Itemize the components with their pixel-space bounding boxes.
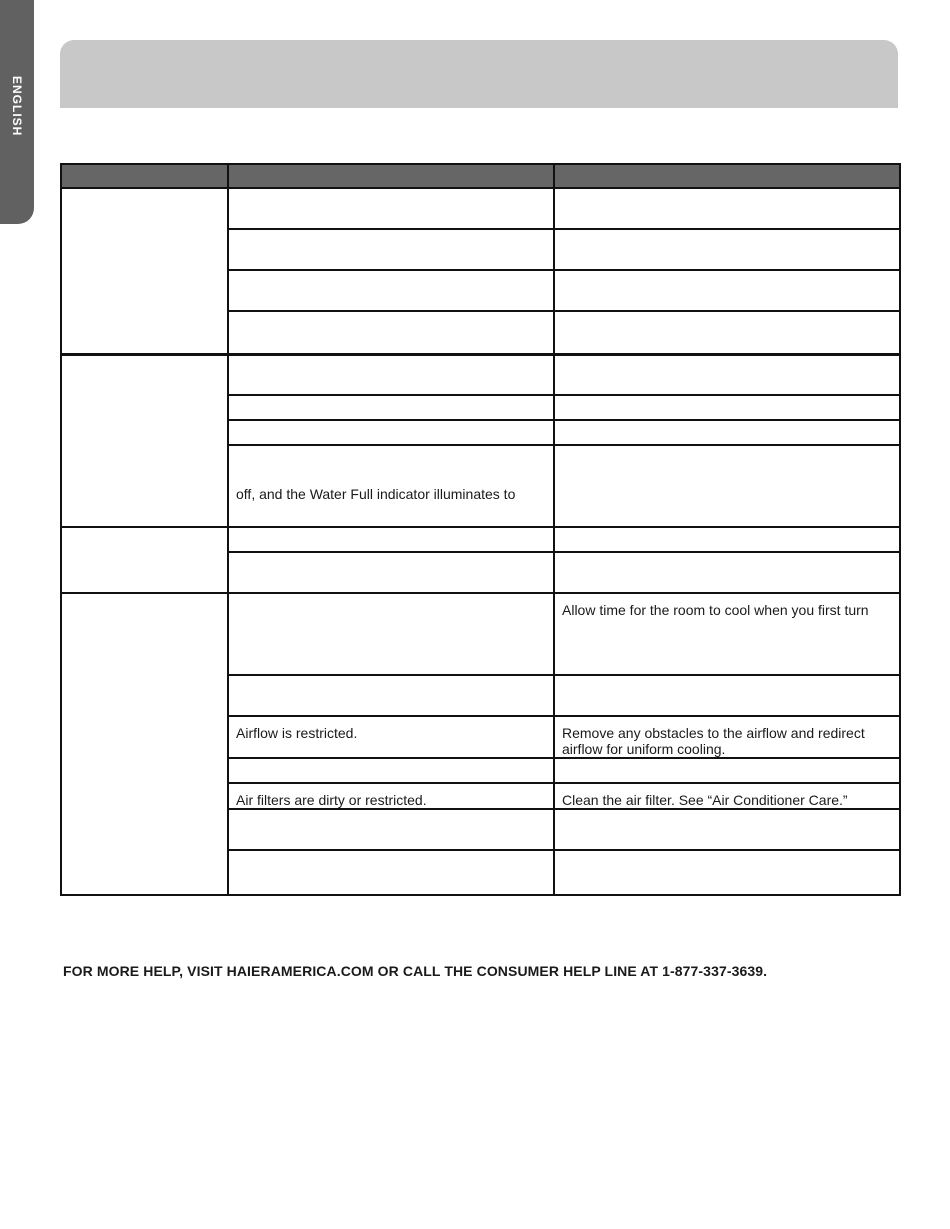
header-problem <box>61 164 228 188</box>
solution-cell <box>554 552 900 593</box>
language-tab-label: ENGLISH <box>10 76 24 137</box>
problem-cell <box>61 354 228 527</box>
cause-cell: Air filters are dirty or restricted. <box>228 783 554 809</box>
solution-cell <box>554 311 900 354</box>
problem-cell <box>61 188 228 354</box>
solution-cell: Remove any obstacles to the airflow and redirect airflow for uniform cooling. <box>554 716 900 758</box>
solution-cell <box>554 809 900 850</box>
cause-cell <box>228 593 554 675</box>
problem-cell <box>61 593 228 895</box>
table-row <box>61 593 900 675</box>
cause-cell <box>228 395 554 420</box>
header-cause <box>228 164 554 188</box>
table-row <box>61 188 900 229</box>
cause-cell <box>228 229 554 270</box>
solution-cell <box>554 395 900 420</box>
cause-cell <box>228 311 554 354</box>
cause-cell <box>228 758 554 783</box>
cause-cell <box>228 420 554 445</box>
solution-cell <box>554 229 900 270</box>
cause-cell <box>228 270 554 311</box>
header-solution <box>554 164 900 188</box>
cause-cell <box>228 188 554 229</box>
cause-cell <box>228 527 554 552</box>
table-header-row <box>61 164 900 188</box>
solution-cell <box>554 354 900 395</box>
solution-cell <box>554 758 900 783</box>
solution-cell <box>554 188 900 229</box>
cause-cell <box>228 809 554 850</box>
troubleshooting-table <box>60 163 901 896</box>
solution-cell: Allow time for the room to cool when you first turn <box>554 593 900 675</box>
solution-cell <box>554 850 900 895</box>
language-tab <box>0 0 34 224</box>
cause-cell <box>228 850 554 895</box>
cause-cell: off, and the Water Full indicator illuminates to <box>228 445 554 527</box>
help-line: FOR MORE HELP, VISIT HAIERAMERICA.COM OR CALL THE CONSUMER HELP LINE AT 1-877-337-3639. <box>63 963 768 979</box>
cause-cell: Airflow is restricted. <box>228 716 554 758</box>
solution-cell <box>554 445 900 527</box>
table-row <box>61 527 900 552</box>
problem-cell <box>61 527 228 593</box>
solution-cell: Clean the air filter. See “Air Conditioner Care.” <box>554 783 900 809</box>
cause-cell <box>228 675 554 716</box>
solution-cell <box>554 675 900 716</box>
solution-cell <box>554 270 900 311</box>
cause-cell <box>228 552 554 593</box>
cause-cell <box>228 354 554 395</box>
title-band <box>60 40 898 108</box>
solution-cell <box>554 420 900 445</box>
solution-cell <box>554 527 900 552</box>
table-row <box>61 354 900 395</box>
